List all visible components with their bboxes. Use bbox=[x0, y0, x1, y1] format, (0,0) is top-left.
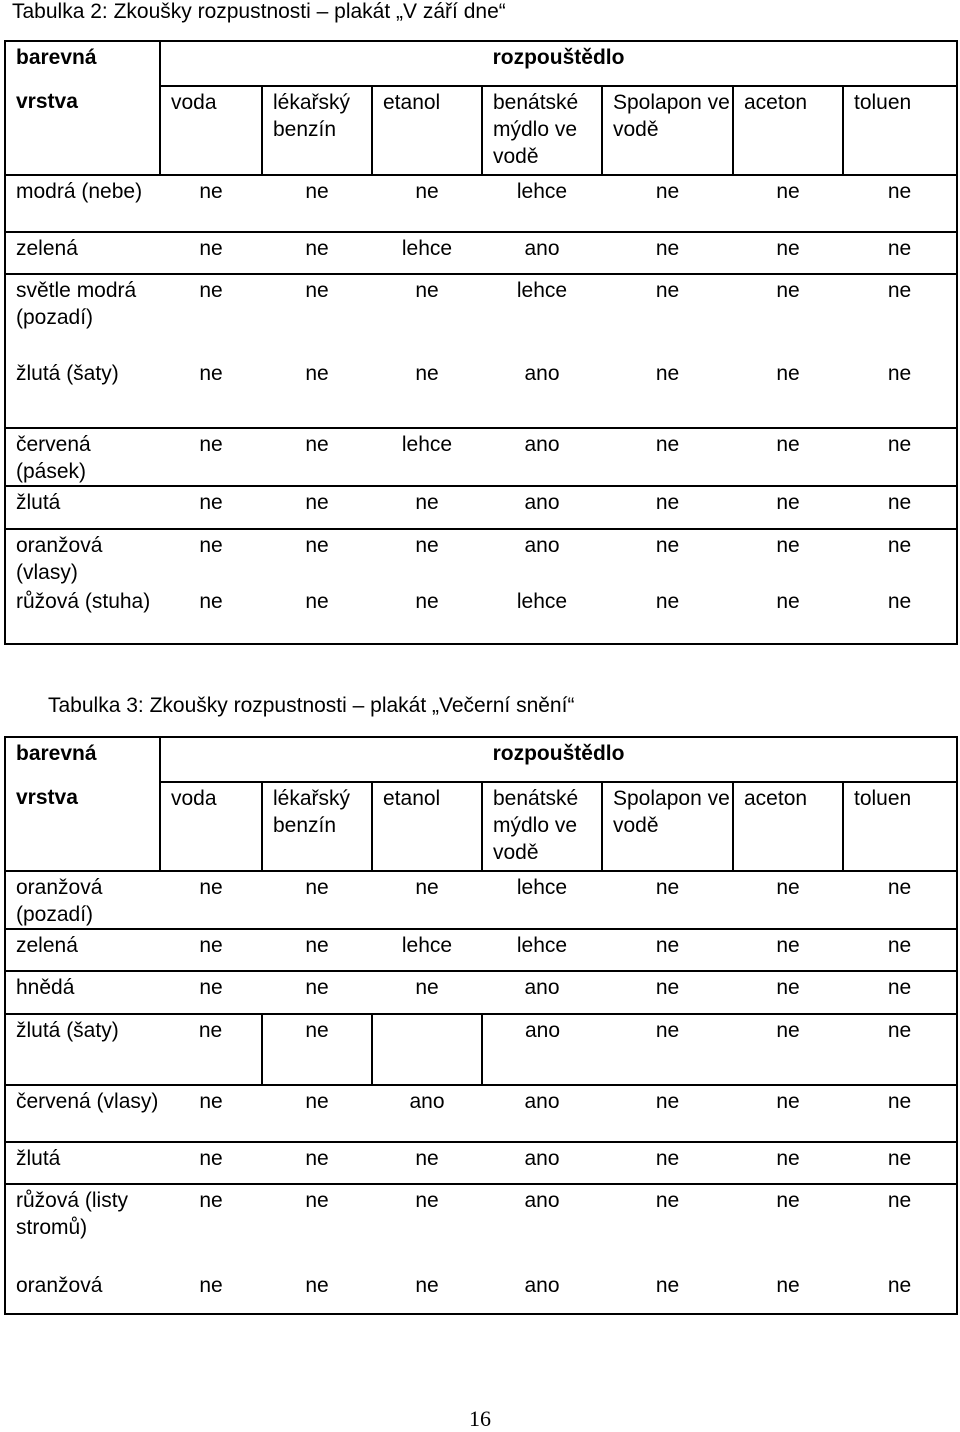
table-row bbox=[5, 1085, 957, 1142]
value-cell: ne bbox=[160, 929, 262, 971]
value-cell: ne bbox=[602, 232, 733, 274]
layer-name: zelená bbox=[5, 232, 160, 274]
table-row bbox=[5, 358, 957, 428]
value-cell: ne bbox=[160, 871, 262, 929]
value-cell: ne bbox=[160, 274, 262, 358]
value-cell: ne bbox=[602, 1142, 733, 1184]
table2-caption: Tabulka 2: Zkoušky rozpustnosti – plakát „V září dne“ bbox=[12, 0, 506, 23]
value-cell: ne bbox=[160, 175, 262, 232]
value-cell: ne bbox=[733, 971, 843, 1014]
value-cell: ano bbox=[482, 529, 602, 586]
value-cell: ne bbox=[160, 1142, 262, 1184]
value-cell: ne bbox=[602, 929, 733, 971]
value-cell: ne bbox=[372, 1270, 482, 1314]
value-cell: ne bbox=[843, 428, 957, 486]
value-cell: ne bbox=[733, 1142, 843, 1184]
column-header: Spolapon ve vodě bbox=[602, 86, 733, 175]
value-cell: ne bbox=[843, 1270, 957, 1314]
value-cell: ne bbox=[602, 971, 733, 1014]
table-row bbox=[5, 274, 957, 358]
value-cell: ne bbox=[843, 971, 957, 1014]
layer-name: světle modrá (pozadí) bbox=[5, 274, 160, 358]
table-row bbox=[5, 929, 957, 971]
value-cell: ne bbox=[262, 175, 372, 232]
value-cell: ne bbox=[733, 274, 843, 358]
layer-name: červená (vlasy) bbox=[5, 1085, 160, 1142]
column-header: voda bbox=[160, 86, 262, 175]
value-cell: ano bbox=[482, 428, 602, 486]
column-header: etanol bbox=[372, 782, 482, 871]
value-cell: ne bbox=[843, 529, 957, 586]
table-row bbox=[5, 586, 957, 644]
value-cell: ne bbox=[262, 586, 372, 644]
column-header: toluen bbox=[843, 86, 957, 175]
table-row bbox=[5, 1184, 957, 1270]
value-cell: lehce bbox=[372, 929, 482, 971]
value-cell: ne bbox=[602, 1014, 733, 1085]
value-cell: ne bbox=[262, 486, 372, 529]
table-row bbox=[5, 175, 957, 232]
value-cell: ne bbox=[262, 1270, 372, 1314]
page-number: 16 bbox=[469, 1406, 491, 1431]
layer-name: růžová (listy stromů) bbox=[5, 1184, 160, 1270]
value-cell: ne bbox=[262, 1184, 372, 1270]
table-row bbox=[5, 486, 957, 529]
value-cell: ano bbox=[482, 486, 602, 529]
layer-name: žlutá bbox=[5, 486, 160, 529]
value-cell: ne bbox=[262, 428, 372, 486]
header-layer-bottom: vrstva bbox=[5, 782, 160, 871]
value-cell: ne bbox=[372, 971, 482, 1014]
value-cell: ne bbox=[372, 1142, 482, 1184]
value-cell: ne bbox=[602, 529, 733, 586]
value-cell: ne bbox=[843, 929, 957, 971]
value-cell: ne bbox=[262, 232, 372, 274]
value-cell: ne bbox=[160, 232, 262, 274]
value-cell: ano bbox=[372, 1085, 482, 1142]
value-cell: lehce bbox=[482, 175, 602, 232]
value-cell: ne bbox=[262, 1142, 372, 1184]
layer-name: oranžová bbox=[5, 1270, 160, 1314]
layer-name: oranžová (vlasy) bbox=[5, 529, 160, 586]
layer-name: zelená bbox=[5, 929, 160, 971]
value-cell: ne bbox=[262, 929, 372, 971]
value-cell: ne bbox=[733, 428, 843, 486]
column-header: Spolapon ve vodě bbox=[602, 782, 733, 871]
value-cell: ne bbox=[602, 486, 733, 529]
value-cell: lehce bbox=[482, 929, 602, 971]
column-header: toluen bbox=[843, 782, 957, 871]
value-cell: ne bbox=[262, 1085, 372, 1142]
value-cell: ne bbox=[843, 1014, 957, 1085]
value-cell: ne bbox=[733, 232, 843, 274]
value-cell: ne bbox=[843, 274, 957, 358]
value-cell: ne bbox=[843, 175, 957, 232]
value-cell: ne bbox=[262, 971, 372, 1014]
value-cell: ne bbox=[262, 871, 372, 929]
value-cell: lehce bbox=[482, 871, 602, 929]
value-cell: lehce bbox=[372, 428, 482, 486]
layer-name: žlutá bbox=[5, 1142, 160, 1184]
value-cell: ne bbox=[843, 486, 957, 529]
table3-caption: Tabulka 3: Zkoušky rozpustnosti – plakát „Večerní snění“ bbox=[48, 694, 575, 717]
value-cell: ne bbox=[733, 1270, 843, 1314]
value-cell: ne bbox=[733, 1085, 843, 1142]
value-cell: ano bbox=[482, 1142, 602, 1184]
value-cell: ne bbox=[602, 871, 733, 929]
value-cell: ne bbox=[160, 971, 262, 1014]
value-cell: ano bbox=[482, 971, 602, 1014]
layer-name: modrá (nebe) bbox=[5, 175, 160, 232]
column-header: etanol bbox=[372, 86, 482, 175]
column-header: benátské mýdlo ve vodě bbox=[482, 782, 602, 871]
value-cell: ne bbox=[160, 1014, 262, 1085]
column-header: aceton bbox=[733, 86, 843, 175]
value-cell: ne bbox=[733, 358, 843, 428]
table-row bbox=[5, 428, 957, 486]
table-row bbox=[5, 1270, 957, 1314]
header-layer-top: barevná bbox=[5, 41, 160, 86]
layer-name: oranžová (pozadí) bbox=[5, 871, 160, 929]
value-cell: ne bbox=[733, 586, 843, 644]
table2 bbox=[4, 40, 958, 645]
table-row bbox=[5, 529, 957, 586]
value-cell: ne bbox=[160, 529, 262, 586]
value-cell: ne bbox=[733, 929, 843, 971]
value-cell: ne bbox=[843, 871, 957, 929]
value-cell: ne bbox=[733, 486, 843, 529]
value-cell: ne bbox=[843, 1184, 957, 1270]
value-cell: ne bbox=[160, 358, 262, 428]
value-cell: ano bbox=[482, 1014, 602, 1085]
column-header: aceton bbox=[733, 782, 843, 871]
value-cell: ne bbox=[733, 175, 843, 232]
value-cell: ano bbox=[482, 1270, 602, 1314]
value-cell: ne bbox=[733, 1014, 843, 1085]
value-cell: ano bbox=[482, 1085, 602, 1142]
value-cell: ne bbox=[262, 274, 372, 358]
value-cell: ne bbox=[843, 1142, 957, 1184]
column-header: benátské mýdlo ve vodě bbox=[482, 86, 602, 175]
layer-name: růžová (stuha) bbox=[5, 586, 160, 644]
layer-name: žlutá (šaty) bbox=[5, 1014, 160, 1085]
value-cell: ne bbox=[733, 529, 843, 586]
header-layer-top: barevná bbox=[5, 737, 160, 782]
column-header: lékařský benzín bbox=[262, 782, 372, 871]
value-cell: ne bbox=[160, 486, 262, 529]
value-cell: lehce bbox=[482, 586, 602, 644]
value-cell: ne bbox=[733, 1184, 843, 1270]
table-row bbox=[5, 1142, 957, 1184]
header-layer-bottom: vrstva bbox=[5, 86, 160, 175]
layer-name: červená (pásek) bbox=[5, 428, 160, 486]
value-cell: ne bbox=[733, 871, 843, 929]
value-cell: ne bbox=[160, 1085, 262, 1142]
value-cell: ne bbox=[843, 232, 957, 274]
header-solvent: rozpouštědlo bbox=[160, 41, 957, 86]
value-cell: ne bbox=[372, 486, 482, 529]
value-cell: lehce bbox=[482, 274, 602, 358]
value-cell: ne bbox=[602, 586, 733, 644]
layer-name: hnědá bbox=[5, 971, 160, 1014]
value-cell: ne bbox=[372, 175, 482, 232]
value-cell: ne bbox=[262, 358, 372, 428]
value-cell: ne bbox=[372, 1184, 482, 1270]
table-row bbox=[5, 971, 957, 1014]
layer-name: žlutá (šaty) bbox=[5, 358, 160, 428]
value-cell: ne bbox=[160, 586, 262, 644]
value-cell: ne bbox=[262, 529, 372, 586]
value-cell: ne bbox=[843, 1085, 957, 1142]
value-cell: ne bbox=[372, 274, 482, 358]
value-cell: ne bbox=[262, 1014, 372, 1085]
value-cell: ne bbox=[372, 358, 482, 428]
value-cell: ne bbox=[843, 358, 957, 428]
value-cell: ne bbox=[602, 358, 733, 428]
value-cell-empty bbox=[372, 1014, 482, 1085]
value-cell: ne bbox=[602, 274, 733, 358]
value-cell: ne bbox=[602, 1085, 733, 1142]
value-cell: ne bbox=[160, 1184, 262, 1270]
value-cell: ne bbox=[602, 428, 733, 486]
value-cell: ano bbox=[482, 232, 602, 274]
header-solvent: rozpouštědlo bbox=[160, 737, 957, 782]
column-header: lékařský benzín bbox=[262, 86, 372, 175]
table-row bbox=[5, 1014, 957, 1085]
value-cell: ne bbox=[160, 428, 262, 486]
table3 bbox=[4, 736, 958, 1315]
value-cell: ne bbox=[602, 175, 733, 232]
column-header: voda bbox=[160, 782, 262, 871]
value-cell: ne bbox=[160, 1270, 262, 1314]
value-cell: ne bbox=[372, 871, 482, 929]
value-cell: ne bbox=[843, 586, 957, 644]
table-row bbox=[5, 871, 957, 929]
value-cell: ne bbox=[372, 529, 482, 586]
value-cell: ne bbox=[372, 586, 482, 644]
value-cell: ano bbox=[482, 1184, 602, 1270]
value-cell: ne bbox=[602, 1184, 733, 1270]
table-row bbox=[5, 232, 957, 274]
value-cell: ano bbox=[482, 358, 602, 428]
value-cell: ne bbox=[602, 1270, 733, 1314]
value-cell: lehce bbox=[372, 232, 482, 274]
